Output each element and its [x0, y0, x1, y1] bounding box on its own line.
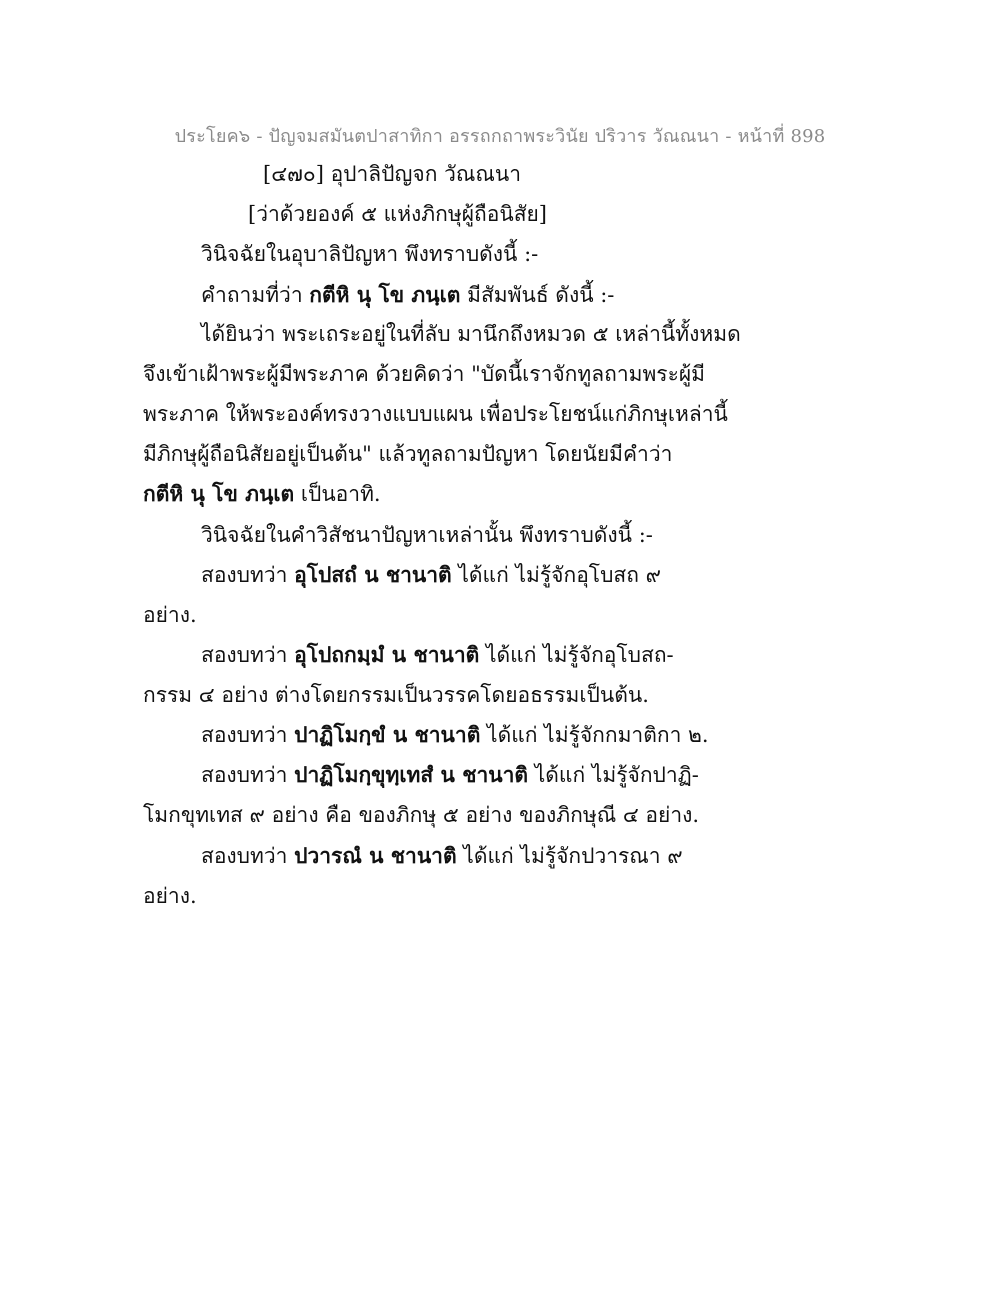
paragraph-8-prefix: สองบทว่า — [201, 763, 295, 787]
paragraph-7-suffix: ได้แก่ ไม่รู้จักกมาติกา ๒. — [480, 723, 709, 747]
page-header: ประโยค๖ - ปัญจมสมันตปาสาทิกา อรรถกถาพระวินัย ปริวาร วัณณนา - หน้าที่ 898 — [174, 126, 826, 147]
paragraph-2-suffix: มีสัมพันธ์ ดังนี้ :- — [460, 283, 615, 307]
paragraph-2 — [201, 281, 614, 309]
paragraph-5-prefix: สองบทว่า — [201, 563, 295, 587]
paragraph-6-pali: อุโปถกมฺมํ น ชานาติ — [294, 642, 480, 667]
paragraph-3-suffix: เป็นอาทิ. — [294, 482, 381, 506]
paragraph-6-suffix: ได้แก่ ไม่รู้จักอุโบสถ- — [479, 643, 674, 667]
paragraph-3-line-3: พระภาค ให้พระองค์ทรงวางแบบแผน เพื่อประโยชน์แก่ภิกษุเหล่านี้ — [143, 402, 728, 426]
paragraph-9 — [201, 842, 683, 870]
section-title: [๔๗๐] อุปาลิปัญจก วัณณนา — [263, 162, 521, 186]
paragraph-7-prefix: สองบทว่า — [201, 723, 295, 747]
paragraph-5-cont: อย่าง. — [143, 603, 197, 627]
section-subtitle: [ว่าด้วยองค์ ๕ แห่งภิกษุผู้ถือนิสัย] — [248, 202, 548, 226]
paragraph-8-pali: ปาฏิโมกฺขุทฺเทสํ น ชานาติ — [294, 762, 529, 787]
paragraph-6-cont: กรรม ๔ อย่าง ต่างโดยกรรมเป็นวรรคโดยอธรรมเป็นต้น. — [143, 683, 649, 707]
paragraph-5-pali: อุโปสถํ น ชานาติ — [294, 562, 452, 587]
paragraph-4: วินิจฉัยในคำวิสัชนาปัญหาเหล่านั้น พึงทราบดังนี้ :- — [201, 523, 653, 547]
paragraph-8 — [201, 761, 699, 789]
paragraph-2-prefix: คำถามที่ว่า — [201, 283, 310, 307]
paragraph-6-prefix: สองบทว่า — [201, 643, 295, 667]
paragraph-9-cont: อย่าง. — [143, 884, 197, 908]
paragraph-3-line-5 — [143, 480, 381, 508]
paragraph-7 — [201, 721, 709, 749]
paragraph-7-pali: ปาฏิโมกฺขํ น ชานาติ — [294, 722, 481, 747]
paragraph-8-suffix: ได้แก่ ไม่รู้จักปาฏิ- — [528, 763, 699, 787]
paragraph-3-line-4: มีภิกษุผู้ถือนิสัยอยู่เป็นต้น" แล้วทูลถามปัญหา โดยนัยมีคำว่า — [143, 442, 673, 466]
paragraph-3-pali: กตีหิ นุ โข ภนฺเต — [143, 481, 295, 506]
paragraph-3-line-2: จึงเข้าเฝ้าพระผู้มีพระภาค ด้วยคิดว่า "บัดนี้เราจักทูลถามพระผู้มี — [143, 362, 706, 386]
paragraph-9-suffix: ได้แก่ ไม่รู้จักปวารณา ๙ — [456, 844, 683, 868]
paragraph-3-line-1: ได้ยินว่า พระเถระอยู่ในที่ลับ มานึกถึงหมวด ๕ เหล่านี้ทั้งหมด — [201, 322, 741, 346]
paragraph-2-pali: กตีหิ นุ โข ภนฺเต — [309, 282, 461, 307]
paragraph-9-prefix: สองบทว่า — [201, 844, 295, 868]
paragraph-9-pali: ปวารณํ น ชานาติ — [294, 843, 457, 868]
paragraph-5-suffix: ได้แก่ ไม่รู้จักอุโบสถ ๙ — [451, 563, 662, 587]
paragraph-6 — [201, 641, 674, 669]
paragraph-8-cont: โมกขุทเทส ๙ อย่าง คือ ของภิกษุ ๕ อย่าง ของภิกษุณี ๔ อย่าง. — [143, 803, 700, 827]
paragraph-5 — [201, 561, 661, 589]
paragraph-1: วินิจฉัยในอุบาลิปัญหา พึงทราบดังนี้ :- — [201, 242, 539, 266]
